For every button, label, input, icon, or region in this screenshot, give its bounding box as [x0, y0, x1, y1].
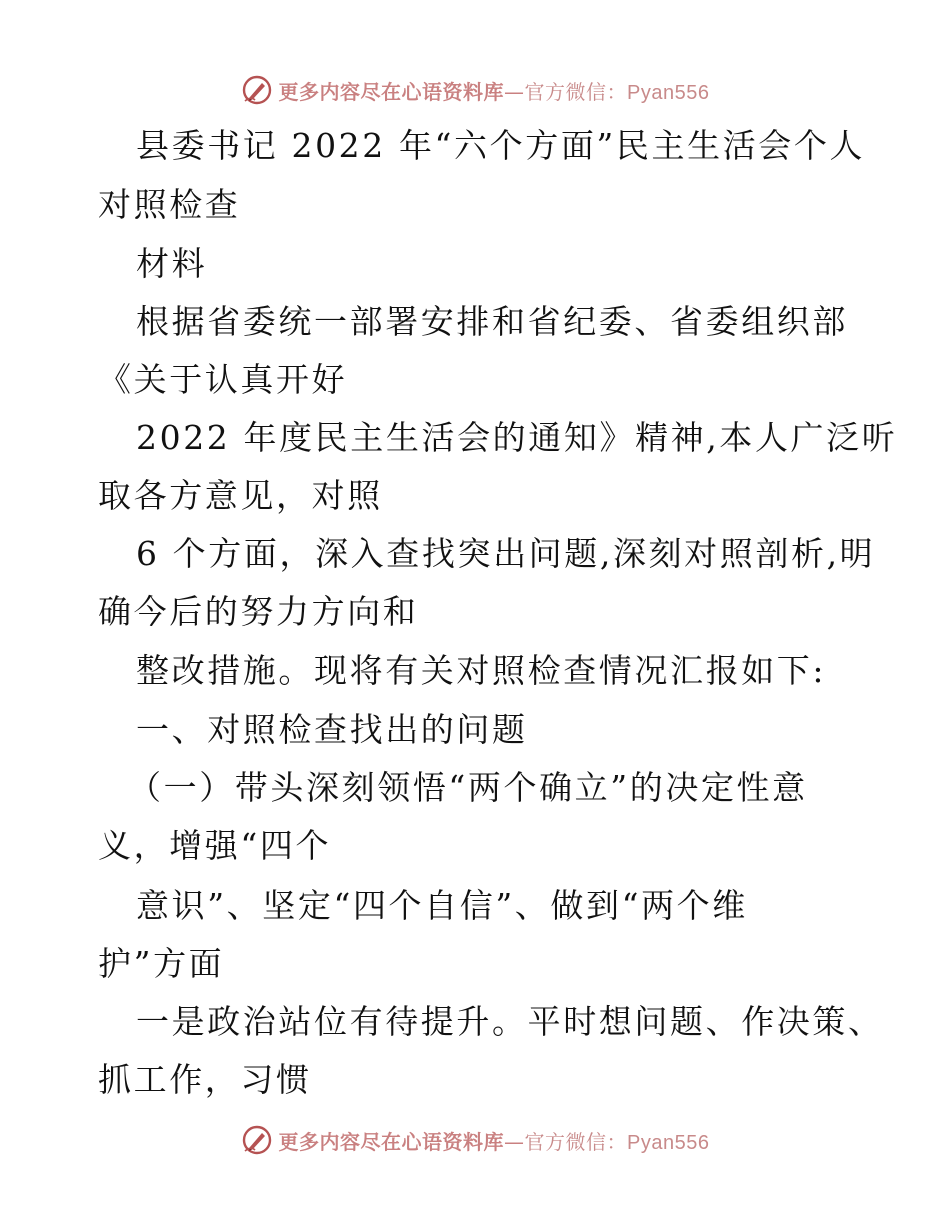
- header-dash: —: [504, 79, 525, 104]
- footer-sub-text: 官方微信：: [524, 1129, 628, 1154]
- header-watermark-text: [279, 76, 710, 105]
- footer-watermark-text: [279, 1126, 710, 1155]
- doc-paragraph-line: 2022 年度民主生活会的通知》精神,本人广泛听: [136, 418, 898, 457]
- doc-paragraph-line: 《关于认真开好: [98, 360, 348, 399]
- doc-subsection-heading-cont: 义，增强“四个: [98, 826, 332, 865]
- doc-title-line-2: 对照检查: [98, 185, 241, 224]
- footer-wechat-id: Pyan556: [627, 1131, 710, 1154]
- doc-paragraph-line: 抓工作，习惯: [98, 1060, 312, 1099]
- doc-paragraph-line: 整改措施。现将有关对照检查情况汇报如下:: [136, 651, 827, 690]
- doc-paragraph-line: 根据省委统一部署安排和省纪委、省委组织部: [136, 302, 848, 341]
- doc-paragraph-line: 取各方意见，对照: [98, 476, 383, 515]
- footer-main-text: 更多内容尽在心语资料库: [278, 1129, 505, 1154]
- pen-logo-icon: [241, 1124, 273, 1156]
- doc-subsection-heading-cont: 意识”、坚定“四个自信”、做到“两个维: [136, 886, 748, 925]
- doc-paragraph-line: 一是政治站位有待提升。平时想问题、作决策、: [136, 1002, 884, 1041]
- doc-subsection-heading: （一）带头深刻领悟“两个确立”的决定性意: [128, 768, 808, 807]
- doc-paragraph-line: 6 个方面，深入查找突出问题,深刻对照剖析,明: [136, 534, 876, 573]
- doc-title-line-3: 材料: [136, 244, 208, 283]
- doc-title-line-1: 县委书记 2022 年“六个方面”民主生活会个人: [136, 126, 866, 165]
- header-sub-text: 官方微信：: [524, 79, 628, 104]
- footer-watermark: [0, 1120, 950, 1160]
- header-main-text: 更多内容尽在心语资料库: [278, 79, 505, 104]
- doc-section-heading: 一、对照检查找出的问题: [136, 710, 528, 749]
- header-watermark: [0, 70, 950, 110]
- doc-paragraph-line: 确今后的努力方向和: [98, 592, 419, 631]
- doc-subsection-heading-cont: 护”方面: [98, 944, 225, 983]
- footer-dash: —: [504, 1129, 525, 1154]
- pen-logo-icon: [241, 74, 273, 106]
- header-wechat-id: Pyan556: [627, 81, 710, 104]
